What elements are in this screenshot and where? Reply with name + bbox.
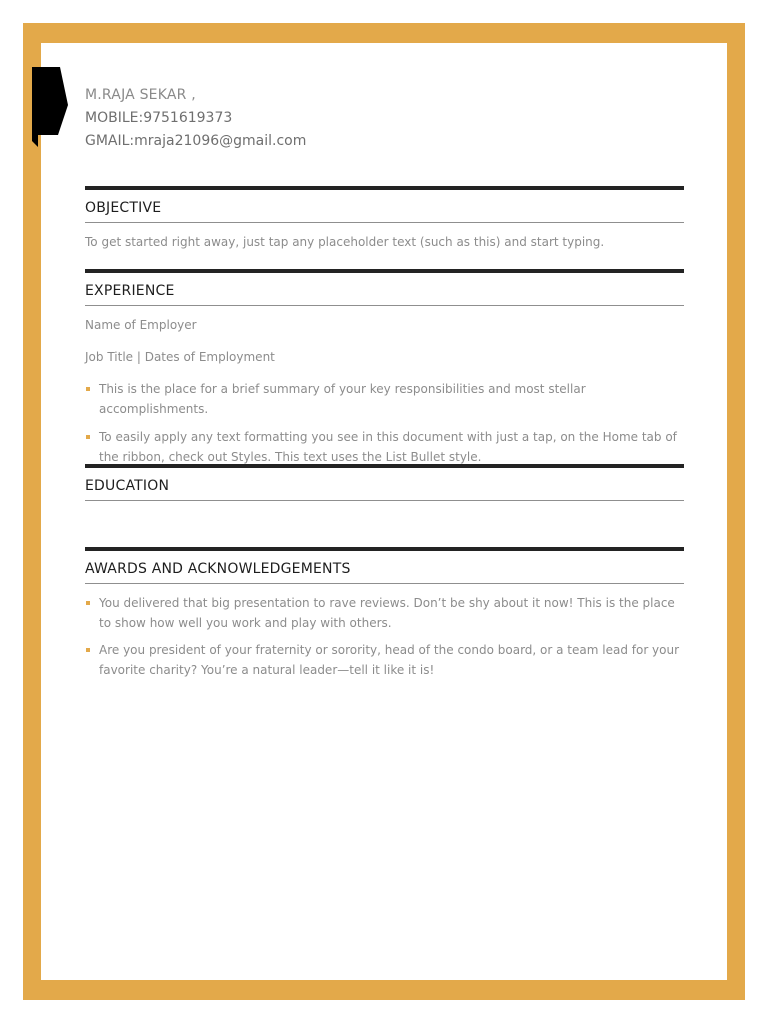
bullet-text: You delivered that big presentation to rave reviews. Don’t be shy about it now! This is the place to show how well you work and play with others.: [99, 596, 675, 630]
education-section: [85, 464, 684, 501]
section-underline: [85, 583, 684, 584]
bullet-icon: [86, 601, 90, 605]
awards-bullets: [85, 593, 684, 680]
bullet-icon: [86, 648, 90, 652]
list-item: [85, 379, 684, 419]
email-address: GMAIL:mraja21096@gmail.com: [85, 133, 307, 149]
awards-heading: AWARDS AND ACKNOWLEDGEMENTS: [85, 561, 351, 577]
section-underline: [85, 500, 684, 501]
education-heading: EDUCATION: [85, 478, 170, 494]
header-tab-marker: [32, 67, 68, 147]
job-title-dates: Job Title | Dates of Employment: [85, 350, 275, 364]
section-underline: [85, 222, 684, 223]
list-item: [85, 593, 684, 633]
experience-heading: EXPERIENCE: [85, 283, 175, 299]
bullet-text: This is the place for a brief summary of your key responsibilities and most stellar accomplishments.: [99, 382, 586, 416]
objective-heading: OBJECTIVE: [85, 200, 162, 216]
list-item: [85, 640, 684, 680]
resume-page: [41, 43, 727, 980]
objective-section: [85, 186, 684, 251]
bullet-icon: [86, 435, 90, 439]
awards-section: [85, 547, 684, 680]
contact-block: [85, 84, 306, 153]
experience-bullets: [85, 379, 684, 467]
employer-name: Name of Employer: [85, 318, 197, 332]
bullet-text: To easily apply any text formatting you see in this document with just a tap, on the Home tab of the ribbon, check out Styles. This text uses the List Bullet style.: [99, 430, 677, 464]
bullet-text: Are you president of your fraternity or sorority, head of the condo board, or a team lead for your favorite charity? You’re a natural leader—tell it like it is!: [99, 643, 680, 677]
bullet-icon: [86, 387, 90, 391]
applicant-name: M.RAJA SEKAR ,: [85, 87, 196, 103]
objective-text: To get started right away, just tap any placeholder text (such as this) and start typing.: [85, 235, 605, 249]
list-item: [85, 427, 684, 467]
experience-section: [85, 269, 684, 467]
section-underline: [85, 305, 684, 306]
mobile-number: MOBILE:9751619373: [85, 110, 233, 126]
